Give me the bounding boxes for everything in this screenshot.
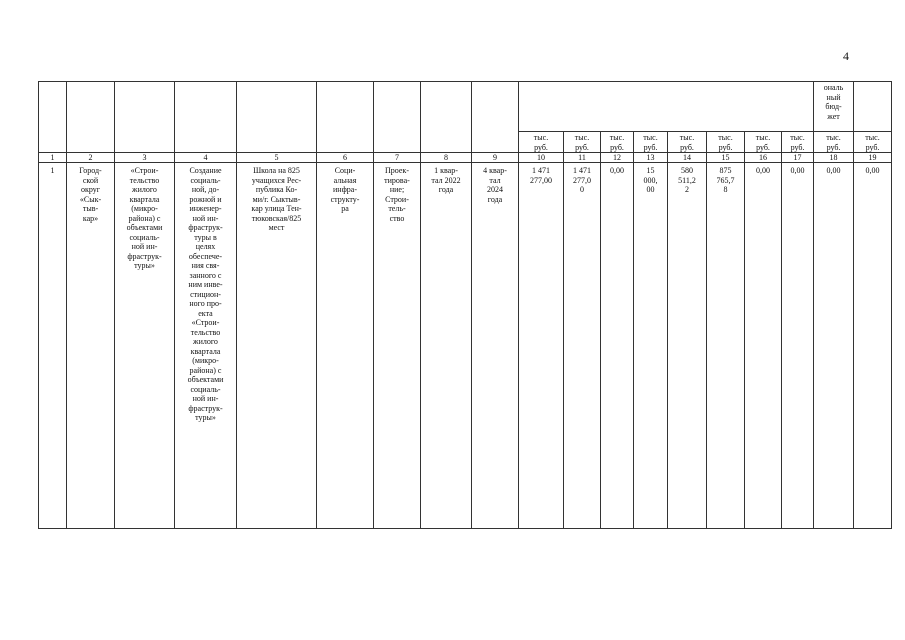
column-number: 16 [745,153,782,163]
header-cell [472,82,519,153]
column-number: 2 [67,153,115,163]
amount-cell: 15 000, 00 [634,163,668,529]
header-cell [317,82,374,153]
unit-cell: тыс. руб. [601,132,634,153]
amount-cell: 875 765,7 8 [707,163,745,529]
column-number: 15 [707,153,745,163]
header-cell [519,82,814,132]
column-number: 9 [472,153,519,163]
budget-header: ональ ный бюд- жет [814,82,854,132]
data-table [38,81,892,529]
column-number: 7 [374,153,421,163]
header-cell [67,82,115,153]
column-number: 13 [634,153,668,163]
unit-cell: тыс. руб. [707,132,745,153]
end-date-cell: 4 квар- тал 2024 года [472,163,519,529]
header-cell [175,82,237,153]
column-number: 19 [854,153,892,163]
amount-cell: 0,00 [814,163,854,529]
column-number: 4 [175,153,237,163]
unit-cell: тыс. руб. [668,132,707,153]
column-number: 5 [237,153,317,163]
column-number: 10 [519,153,564,163]
header-cell [374,82,421,153]
unit-cell: тыс. руб. [782,132,814,153]
amount-cell: 0,00 [745,163,782,529]
column-number: 6 [317,153,374,163]
amount-cell: 1 471 277,00 [519,163,564,529]
unit-cell: тыс. руб. [854,132,892,153]
header-cell [854,82,892,132]
column-number: 12 [601,153,634,163]
column-number: 14 [668,153,707,163]
header-row-top [39,82,892,132]
start-date-cell: 1 квар- тал 2022 года [421,163,472,529]
amount-cell: 580 511,2 2 [668,163,707,529]
unit-cell: тыс. руб. [814,132,854,153]
header-cell [115,82,175,153]
unit-cell: тыс. руб. [634,132,668,153]
column-number-row [39,153,892,163]
row-number-cell: 1 [39,163,67,529]
purpose-cell: Создание социаль- ной, до- рожной и инженер- ной ин- фраструк- туры в целях обеспече- ния свя- занного с ним инве- стицион- ного про- екта «Строи- тельство жилого квартала (микро- района) с объектами социаль- ной ин- фраструк- туры» [175,163,237,529]
municipality-cell: Город- ской округ «Сык- тыв- кар» [67,163,115,529]
column-number: 18 [814,153,854,163]
unit-cell: тыс. руб. [564,132,601,153]
header-cell [39,82,67,153]
column-number: 1 [39,153,67,163]
project-cell: «Строи- тельство жилого квартала (микро- района) с объектами социаль- ной ин- фраструк- туры» [115,163,175,529]
works-cell: Проек- тирова- ние; Строи- тель- ство [374,163,421,529]
unit-cell: тыс. руб. [519,132,564,153]
unit-cell: тыс. руб. [745,132,782,153]
header-cell [237,82,317,153]
page-number: 4 [843,49,849,63]
amount-cell: 0,00 [854,163,892,529]
amount-cell: 1 471 277,0 0 [564,163,601,529]
column-number: 8 [421,153,472,163]
category-cell: Соци- альная инфра- структу- ра [317,163,374,529]
object-cell: Школа на 825 учащихся Рес- публика Ко- ми/г. Сыктыв- кар улица Тен- тюковская/825 мест [237,163,317,529]
column-number: 17 [782,153,814,163]
column-number: 3 [115,153,175,163]
table-row [39,163,892,529]
amount-cell: 0,00 [601,163,634,529]
header-cell [421,82,472,153]
amount-cell: 0,00 [782,163,814,529]
column-number: 11 [564,153,601,163]
